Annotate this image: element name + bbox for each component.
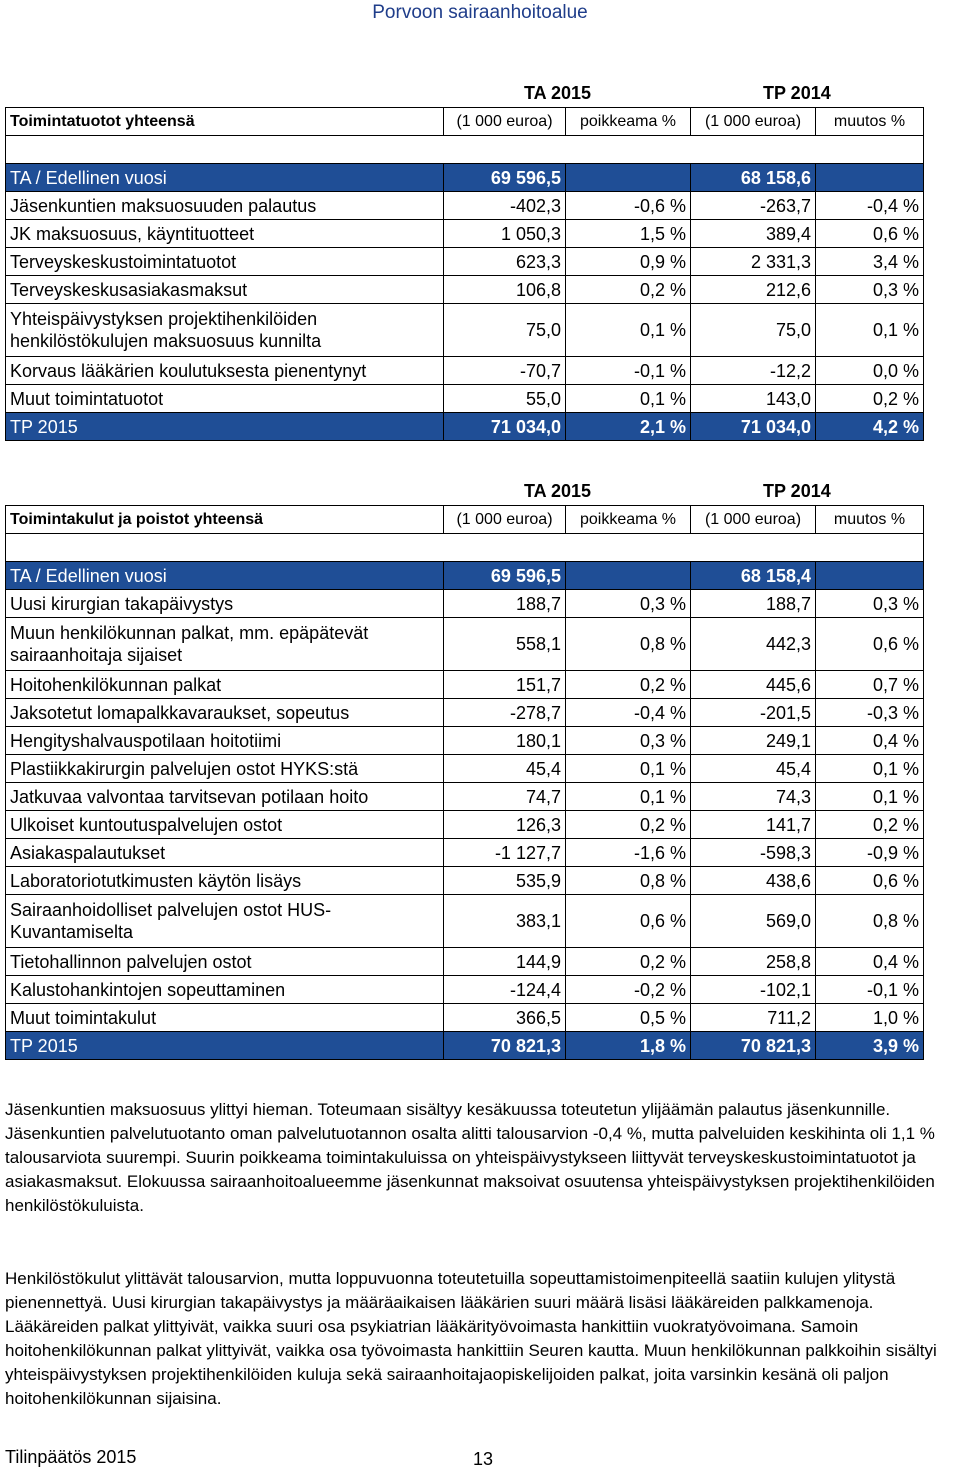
tp-change: 4,2 % (816, 413, 924, 441)
ta-amount: -402,3 (444, 192, 566, 220)
ta-deviation: 0,1 % (566, 304, 691, 357)
header-tp-change: muutos % (816, 108, 924, 136)
ta-amount: 180,1 (444, 727, 566, 755)
table-spacer-row (6, 534, 924, 562)
table1-group-ta: TA 2015 (524, 83, 592, 103)
ta-deviation: 0,1 % (566, 385, 691, 413)
tp-amount: -201,5 (691, 699, 816, 727)
paragraph-1: Jäsenkuntien maksuosuus ylittyi hieman. Toteumaan sisältyy kesäkuussa toteutetun ylijäämän palautus jäsenkunnille. Jäsenkuntien palvelutuotanto oman palvelutuotannon osalta alitti talousarvion -0,4 %, mutta palveluiden keskihinta oli 1,1 % talousarviota suurempi. Suurin poikkeama toimintakuluissa on yhteispäivystykseen liittyvät terveyskeskustoimintatuotot ja asiakasmaksut. Elokuussa sairaanhoitoalueemme jäsenkunnat maksoivat osuutensa yhteispäivystyksen projektihenkilöiden henkilöstökuluista. (5, 1100, 935, 1215)
ta-amount: 623,3 (444, 248, 566, 276)
row-label: Plastiikkakirurgin palvelujen ostot HYKS:stä (6, 755, 444, 783)
ta-deviation: 0,8 % (566, 618, 691, 671)
tp-amount: -263,7 (691, 192, 816, 220)
ta-amount: -1 127,7 (444, 839, 566, 867)
ta-amount: 535,9 (444, 867, 566, 895)
tp-amount: 569,0 (691, 895, 816, 948)
tp-amount: 258,8 (691, 948, 816, 976)
tp-amount: 74,3 (691, 783, 816, 811)
table-spacer-row (6, 136, 924, 164)
table2-group-ta: TA 2015 (524, 481, 592, 501)
header-ta-deviation: poikkeama % (566, 506, 691, 534)
ta-deviation: -0,2 % (566, 976, 691, 1004)
tp-change: 0,8 % (816, 895, 924, 948)
row-label: Asiakaspalautukset (6, 839, 444, 867)
tp-amount: -598,3 (691, 839, 816, 867)
tp-change: 0,4 % (816, 727, 924, 755)
tp-change: 3,9 % (816, 1032, 924, 1060)
table2-group-tp: TP 2014 (763, 481, 831, 501)
row-label: Muun henkilökunnan palkat, mm. epäpätevät sairaanhoitaja sijaiset (6, 618, 444, 671)
table-row (6, 839, 924, 867)
ta-deviation: -1,6 % (566, 839, 691, 867)
table-row (6, 895, 924, 948)
row-label: Ulkoiset kuntoutuspalvelujen ostot (6, 811, 444, 839)
row-label: Muut toimintakulut (6, 1004, 444, 1032)
tp-change: 0,0 % (816, 357, 924, 385)
ta-deviation: 1,8 % (566, 1032, 691, 1060)
ta-deviation: 1,5 % (566, 220, 691, 248)
tp-amount: 141,7 (691, 811, 816, 839)
row-label: Kalustohankintojen sopeuttaminen (6, 976, 444, 1004)
table-row (6, 590, 924, 618)
ta-amount: 69 596,5 (444, 164, 566, 192)
tp-change: 0,3 % (816, 590, 924, 618)
tp-change: 0,6 % (816, 618, 924, 671)
tp-change: 0,1 % (816, 783, 924, 811)
ta-amount: 75,0 (444, 304, 566, 357)
tp-change: 3,4 % (816, 248, 924, 276)
table-row (6, 811, 924, 839)
table-row (6, 357, 924, 385)
tp-amount: 68 158,6 (691, 164, 816, 192)
table1-group-tp: TP 2014 (763, 83, 831, 103)
tp-change: 0,7 % (816, 671, 924, 699)
tp-amount: 389,4 (691, 220, 816, 248)
table-header-row (6, 506, 924, 534)
ta-deviation: 0,1 % (566, 783, 691, 811)
row-label: Sairaanhoidolliset palvelujen ostot HUS-Kuvantamiselta (6, 895, 444, 948)
ta-amount: -124,4 (444, 976, 566, 1004)
page-number: 13 (473, 1449, 494, 1469)
row-label: Jaksotetut lomapalkkavaraukset, sopeutus (6, 699, 444, 727)
tp-change: 0,1 % (816, 304, 924, 357)
row-label: Jäsenkuntien maksuosuuden palautus (6, 192, 444, 220)
ta-deviation: 0,2 % (566, 671, 691, 699)
row-label: Muut toimintatuotot (6, 385, 444, 413)
tp-amount: 71 034,0 (691, 413, 816, 441)
ta-deviation: -0,4 % (566, 699, 691, 727)
table-row (6, 385, 924, 413)
tp-change: 0,1 % (816, 755, 924, 783)
tp-change: 0,6 % (816, 867, 924, 895)
ta-deviation: 0,2 % (566, 811, 691, 839)
footer-doc-title: Tilinpäätös 2015 (5, 1447, 137, 1467)
table-row (6, 1004, 924, 1032)
table-row (6, 783, 924, 811)
row-label: Hoitohenkilökunnan palkat (6, 671, 444, 699)
table-row (6, 1032, 924, 1060)
ta-amount: 55,0 (444, 385, 566, 413)
ta-deviation: 0,3 % (566, 590, 691, 618)
table-row (6, 618, 924, 671)
row-label: Laboratoriotutkimusten käytön lisäys (6, 867, 444, 895)
ta-deviation (566, 164, 691, 192)
ta-amount: 188,7 (444, 590, 566, 618)
row-label: Korvaus lääkärien koulutuksesta pienentynyt (6, 357, 444, 385)
ta-amount: -70,7 (444, 357, 566, 385)
ta-amount: 71 034,0 (444, 413, 566, 441)
tp-amount: 249,1 (691, 727, 816, 755)
tp-amount: 438,6 (691, 867, 816, 895)
row-label: Hengityshalvauspotilaan hoitotiimi (6, 727, 444, 755)
header-ta-amount: (1 000 euroa) (444, 108, 566, 136)
tp-change: -0,3 % (816, 699, 924, 727)
ta-deviation: -0,6 % (566, 192, 691, 220)
ta-deviation: 0,6 % (566, 895, 691, 948)
tp-change (816, 164, 924, 192)
table-header-row (6, 108, 924, 136)
tp-amount: 45,4 (691, 755, 816, 783)
table-row (6, 562, 924, 590)
row-label: JK maksuosuus, käyntituotteet (6, 220, 444, 248)
table-row (6, 727, 924, 755)
tp-change: -0,4 % (816, 192, 924, 220)
page-header: Porvoon sairaanhoitoalue (372, 2, 588, 23)
table-row (6, 699, 924, 727)
tp-change: 0,3 % (816, 276, 924, 304)
ta-deviation: 0,2 % (566, 276, 691, 304)
header-tp-amount: (1 000 euroa) (691, 108, 816, 136)
ta-amount: 558,1 (444, 618, 566, 671)
table-row (6, 220, 924, 248)
ta-amount: 1 050,3 (444, 220, 566, 248)
row-label: Terveyskeskusasiakasmaksut (6, 276, 444, 304)
ta-amount: -278,7 (444, 699, 566, 727)
tp-amount: 188,7 (691, 590, 816, 618)
tp-amount: 212,6 (691, 276, 816, 304)
tp-amount: 2 331,3 (691, 248, 816, 276)
ta-amount: 366,5 (444, 1004, 566, 1032)
page-footer (5, 1444, 955, 1470)
tp-amount: 711,2 (691, 1004, 816, 1032)
tp-change: 0,4 % (816, 948, 924, 976)
tp-amount: 68 158,4 (691, 562, 816, 590)
table1-group-labels (5, 79, 923, 107)
ta-deviation: 2,1 % (566, 413, 691, 441)
tp-amount: -102,1 (691, 976, 816, 1004)
tp-change (816, 562, 924, 590)
header-tp-change: muutos % (816, 506, 924, 534)
table-row (6, 192, 924, 220)
spacer-cell (6, 534, 924, 562)
ta-deviation: -0,1 % (566, 357, 691, 385)
ta-deviation: 0,2 % (566, 948, 691, 976)
ta-amount: 74,7 (444, 783, 566, 811)
tp-change: 0,6 % (816, 220, 924, 248)
tp-change: 0,2 % (816, 811, 924, 839)
paragraph-2: Henkilöstökulut ylittävät talousarvion, mutta loppuvuonna toteutetuilla sopeuttamistoimenpiteellä saatiin kulujen ylitystä pienennettyä. Uusi kirurgian takapäivystys ja määräaikaisen lääkärien suuri määrä lisäsi lääkäreiden palkkamenoja. Lääkäreiden palkat ylittyivät, vaikka suuri osa psykiatrian lääkärityövoimasta hankittiin vuokratyövoimana. Samoin hoitohenkilökunnan palkat ylittyivät, vaikka osa työvoimasta hankittiin Seuren kautta. Muun henkilökunnan palkkoihin sisältyi yhteispäivystyksen projektihenkilöiden kuluja sekä sairaanhoitajaopiskelijoiden palkat, joita varsinkin kesänä oli paljon hoitohenkilökunnan sijaisina. (5, 1269, 937, 1408)
ta-amount: 45,4 (444, 755, 566, 783)
ta-deviation: 0,3 % (566, 727, 691, 755)
ta-amount: 151,7 (444, 671, 566, 699)
row-label: TP 2015 (6, 1032, 444, 1060)
ta-amount: 144,9 (444, 948, 566, 976)
spacer-cell (6, 136, 924, 164)
tp-change: 0,2 % (816, 385, 924, 413)
row-label: TA / Edellinen vuosi (6, 164, 444, 192)
ta-deviation (566, 562, 691, 590)
ta-deviation: 0,1 % (566, 755, 691, 783)
tp-amount: 75,0 (691, 304, 816, 357)
table-row (6, 755, 924, 783)
row-label: Terveyskeskustoimintatuotot (6, 248, 444, 276)
tp-change: -0,1 % (816, 976, 924, 1004)
table-row (6, 304, 924, 357)
ta-amount: 383,1 (444, 895, 566, 948)
ta-amount: 70 821,3 (444, 1032, 566, 1060)
table-row (6, 276, 924, 304)
table-toimintakulut (5, 505, 924, 1060)
tp-amount: 445,6 (691, 671, 816, 699)
row-label: TP 2015 (6, 413, 444, 441)
table-row (6, 867, 924, 895)
header-label: Toimintatuotot yhteensä (6, 108, 444, 136)
table-row (6, 164, 924, 192)
tp-amount: -12,2 (691, 357, 816, 385)
row-label: Tietohallinnon palvelujen ostot (6, 948, 444, 976)
ta-amount: 126,3 (444, 811, 566, 839)
row-label: Uusi kirurgian takapäivystys (6, 590, 444, 618)
ta-amount: 106,8 (444, 276, 566, 304)
header-tp-amount: (1 000 euroa) (691, 506, 816, 534)
ta-amount: 69 596,5 (444, 562, 566, 590)
header-ta-amount: (1 000 euroa) (444, 506, 566, 534)
header-label: Toimintakulut ja poistot yhteensä (6, 506, 444, 534)
table-toimintatuotot (5, 107, 924, 441)
tp-amount: 143,0 (691, 385, 816, 413)
table-row (6, 671, 924, 699)
table-row (6, 413, 924, 441)
table-row (6, 976, 924, 1004)
row-label: Yhteispäivystyksen projektihenkilöiden henkilöstökulujen maksuosuus kunnilta (6, 304, 444, 357)
tp-amount: 442,3 (691, 618, 816, 671)
row-label: Jatkuvaa valvontaa tarvitsevan potilaan hoito (6, 783, 444, 811)
table-row (6, 948, 924, 976)
tp-amount: 70 821,3 (691, 1032, 816, 1060)
ta-deviation: 0,9 % (566, 248, 691, 276)
ta-deviation: 0,5 % (566, 1004, 691, 1032)
table2-group-labels (5, 477, 923, 505)
row-label: TA / Edellinen vuosi (6, 562, 444, 590)
ta-deviation: 0,8 % (566, 867, 691, 895)
tp-change: -0,9 % (816, 839, 924, 867)
tp-change: 1,0 % (816, 1004, 924, 1032)
header-ta-deviation: poikkeama % (566, 108, 691, 136)
table-row (6, 248, 924, 276)
